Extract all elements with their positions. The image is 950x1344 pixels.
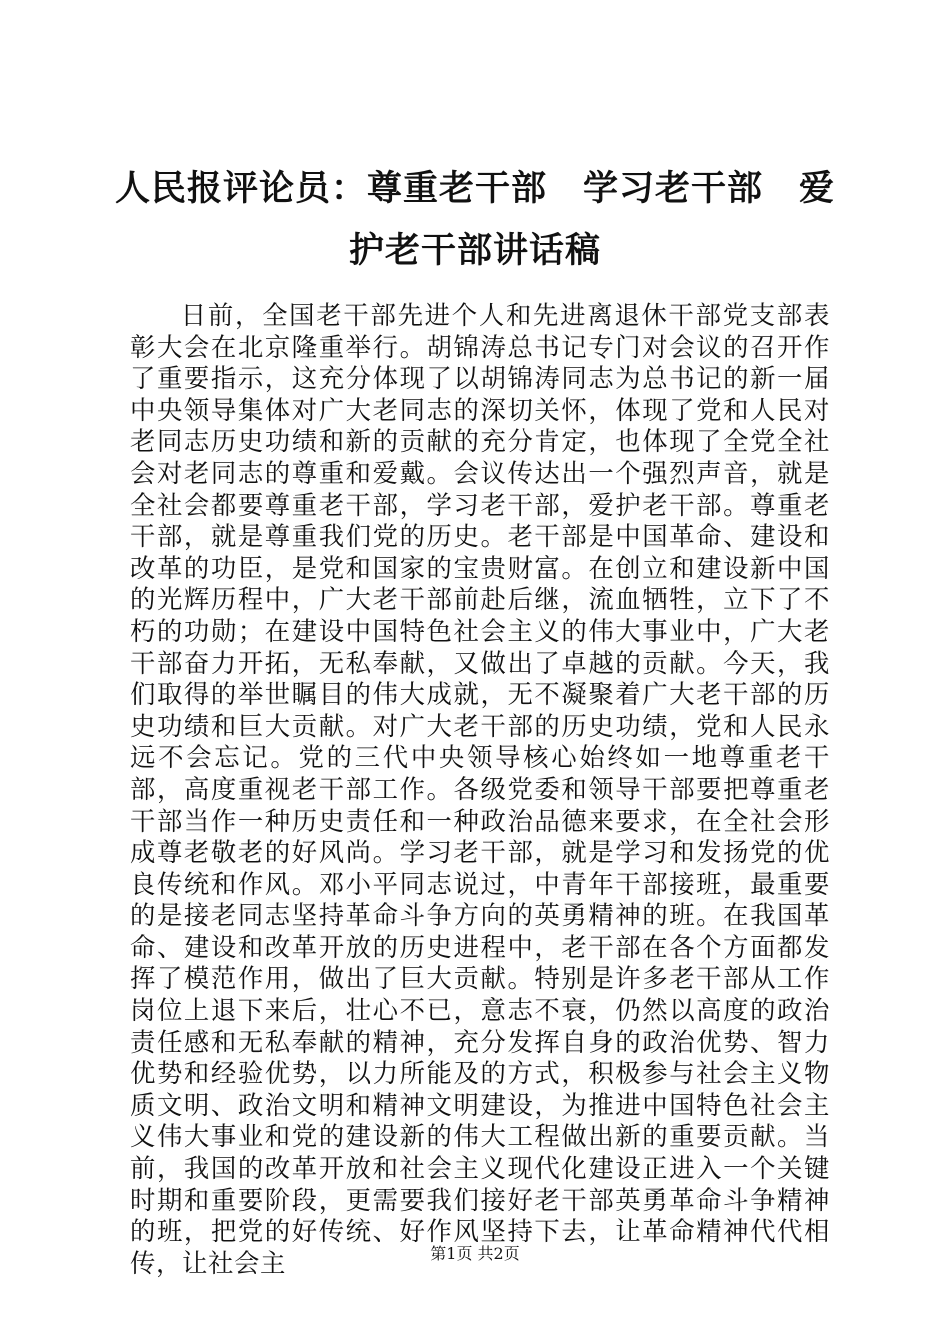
body-paragraph: 日前，全国老干部先进个人和先进离退休干部党支部表彰大会在北京隆重举行。胡锦涛总书记专门对会议的召开作了重要指示，这充分体现了以胡锦涛同志为总书记的新一届中央领导集体对广大老同志的深切关怀，体现了党和人民对老同志历史功绩和新的贡献的充分肯定，也体现了全党全社会对老同志的尊重和爱戴。会议传达出一个强烈声音，就是全社会都要尊重老干部，学习老干部，爱护老干部。尊重老干部，就是尊重我们党的历史。老干部是中国革命、建设和改革的功臣，是党和国家的宝贵财富。在创立和建设新中国的光辉历程中，广大老干部前赴后继，流血牺牲，立下了不朽的功勋；在建设中国特色社会主义的伟大事业中，广大老干部奋力开拓，无私奉献，又做出了卓越的贡献。今天，我们取得的举世瞩目的伟大成就，无不凝聚着广大老干部的历史功绩和巨大贡献。对广大老干部的历史功绩，党和人民永远不会忘记。党的三代中央领导核心始终如一地尊重老干部，高度重视老干部工作。各级党委和领导干部要把尊重老干部当作一种历史责任和一种政治品德来要求，在全社会形成尊老敬老的好风尚。学习老干部，就是学习和发扬党的优良传统和作风。邓小平同志说过，中青年干部接班，最重要的是接老同志坚持革命斗争方向的英勇精神的班。在我国革命、建设和改革开放的历史进程中，老干部在各个方面都发挥了模范作用，做出了巨大贡献。特别是许多老干部从工作岗位上退下来后，壮心不已，意志不衰，仍然以高度的政治责任感和无私奉献的精神，充分发挥自身的政治优势、智力优势和经验优势，以力所能及的方式，积极参与社会主义物质文明、政治文明和精神文明建设，为推进中国特色社会主义伟大事业和党的建设新的伟大工程做出新的重要贡献。当前，我国的改革开放和社会主义现代化建设正进入一个关键时期和重要阶段，更需要我们接好老干部英勇革命斗争精神的班，把党的好传统、好作风坚持下去，让革命精神代代相传，让社会主 [130,300,830,1278]
document-title: 人民报评论员：尊重老干部 学习老干部 爱护老干部讲话稿 [114,169,835,271]
page-footer: 第1页 共2页 [430,1244,520,1263]
